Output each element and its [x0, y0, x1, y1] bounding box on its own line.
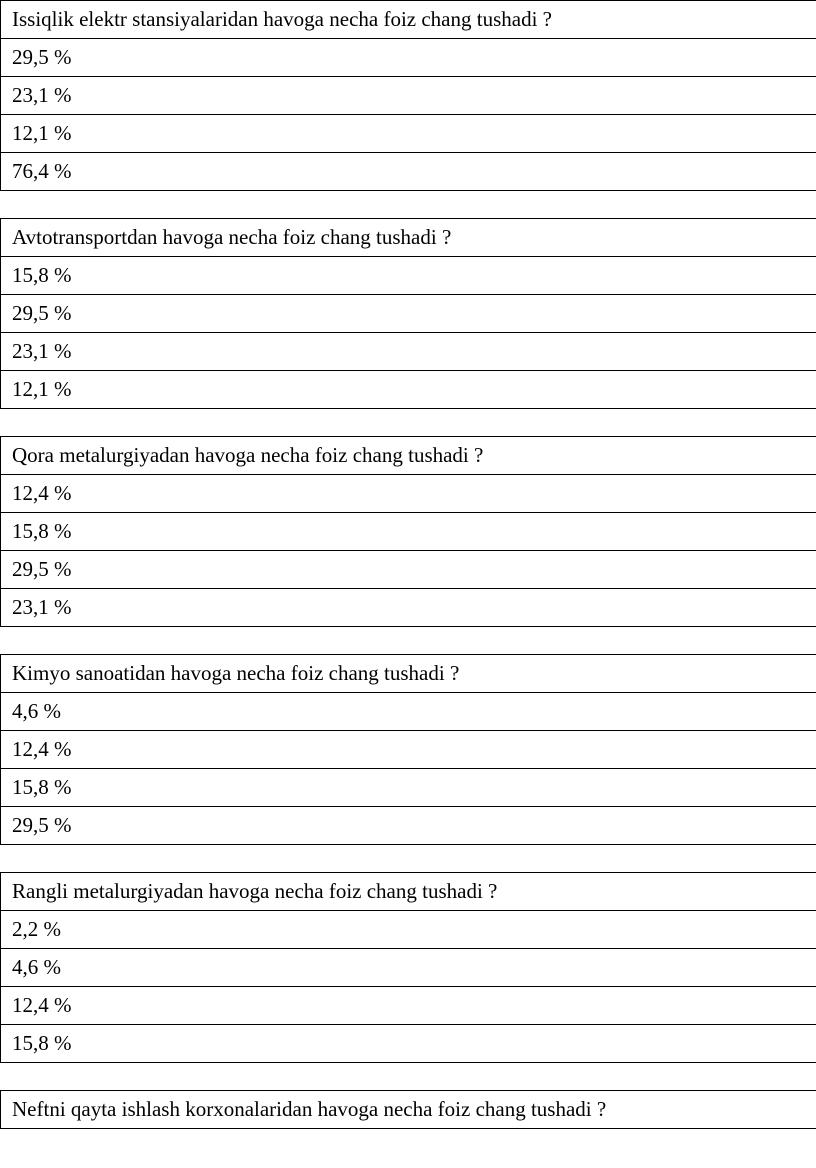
question-table — [0, 436, 816, 627]
question-text: Qora metalurgiyadan havoga necha foiz chang tushadi ? — [1, 437, 816, 475]
answer-option: 12,1 % — [1, 371, 816, 409]
question-block-1 — [0, 0, 816, 191]
answer-option: 4,6 % — [1, 693, 816, 731]
question-text: Issiqlik elektr stansiyalaridan havoga necha foiz chang tushadi ? — [1, 1, 816, 39]
answer-option: 12,4 % — [1, 987, 816, 1025]
answer-option: 29,5 % — [1, 39, 816, 77]
question-table — [0, 218, 816, 409]
question-block-3 — [0, 436, 816, 627]
question-text: Neftni qayta ishlash korxonalaridan havoga necha foiz chang tushadi ? — [1, 1091, 816, 1129]
answer-option: 29,5 % — [1, 551, 816, 589]
answer-option: 12,4 % — [1, 475, 816, 513]
question-table — [0, 0, 816, 191]
question-block-2 — [0, 218, 816, 409]
answer-option: 23,1 % — [1, 589, 816, 627]
answer-option: 2,2 % — [1, 911, 816, 949]
answer-option: 76,4 % — [1, 153, 816, 191]
question-block-4 — [0, 654, 816, 845]
answer-option: 12,4 % — [1, 731, 816, 769]
question-table — [0, 872, 816, 1063]
answer-option: 4,6 % — [1, 949, 816, 987]
question-text: Avtotransportdan havoga necha foiz chang tushadi ? — [1, 219, 816, 257]
answer-option: 23,1 % — [1, 77, 816, 115]
answer-option: 23,1 % — [1, 333, 816, 371]
answer-option: 15,8 % — [1, 513, 816, 551]
question-text: Kimyo sanoatidan havoga necha foiz chang tushadi ? — [1, 655, 816, 693]
answer-option: 15,8 % — [1, 769, 816, 807]
question-table — [0, 654, 816, 845]
question-block-5 — [0, 872, 816, 1063]
answer-option: 29,5 % — [1, 807, 816, 845]
answer-option: 15,8 % — [1, 1025, 816, 1063]
answer-option: 29,5 % — [1, 295, 816, 333]
answer-option: 12,1 % — [1, 115, 816, 153]
question-text: Rangli metalurgiyadan havoga necha foiz chang tushadi ? — [1, 873, 816, 911]
question-block-6 — [0, 1090, 816, 1129]
question-table — [0, 1090, 816, 1129]
answer-option: 15,8 % — [1, 257, 816, 295]
